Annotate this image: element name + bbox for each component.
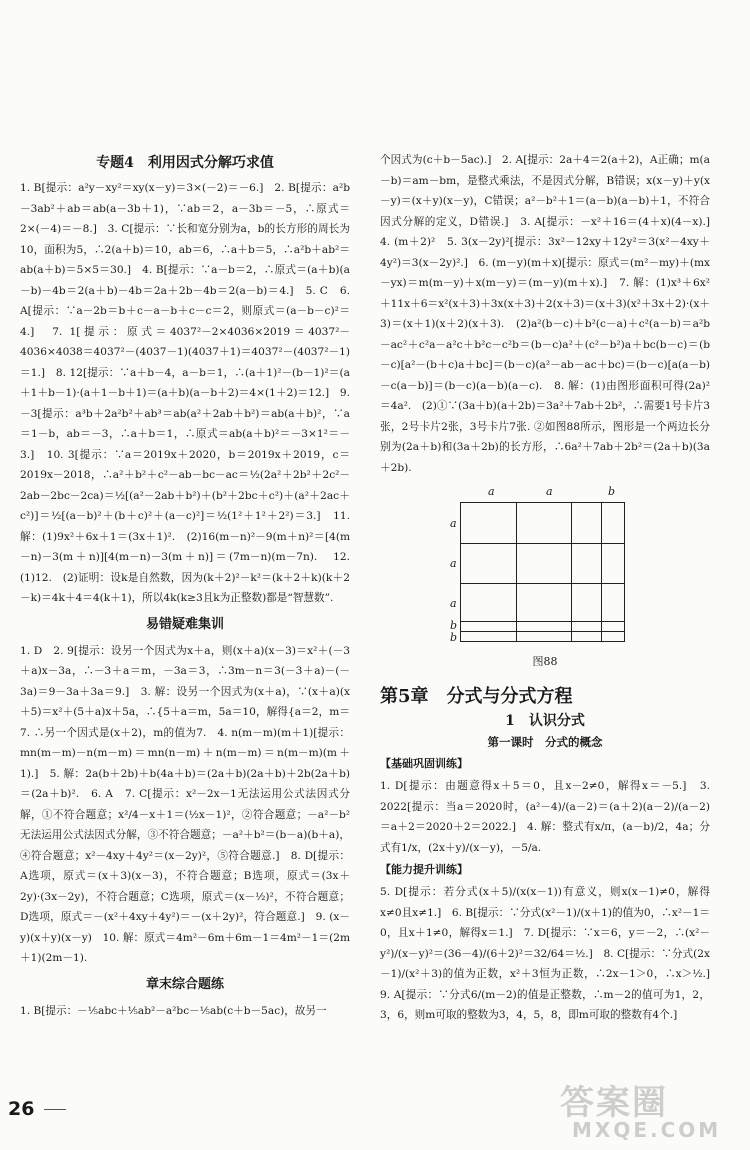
- fig-side-label: a: [450, 517, 457, 530]
- topic-answers: 1. B[提示：a²y－xy²＝xy(x－y)＝3×(－2)＝－6.] 2. B[提示：a²b－3ab²＋ab＝ab(a－3b＋1)，∵ab＝2，a－3b＝－5，∴原式＝2×(－4)＝－8.] 3. C[提示：∵长和宽分别为a，b的长方形的周长为10，面积为5，∴2(a＋b)＝10，ab＝6，∴a＋b＝5，∴a²b＋ab²＝ab(a＋b)＝5×5＝30.] 4. B[提示：∵a－b＝2，∴原式＝(a＋b)(a－b)－4b＝2(a＋b)－4b＝2a＋2b－4b＝2(a－b)＝4.] 5. C 6. A[提示：∵a－2b＝b＋c－a－b＋c－c＝2，则原式＝(a－b－c)²＝4.] 7. 1[提示：原式＝4037²－2×4036×2019＝4037²－4036×4038＝4037²－(4037－1)(4037＋1)＝4037²－(4037²－1)＝1.] 8. 12[提示：∵a＋b－4，a－b＝1，∴(a＋1)²－(b－1)²＝(a＋1＋b－1)·(a＋1－b＋1)＝(a＋b)(a－b＋2)＝4×(1＋2)＝12.] 9. －3[提示：a³b＋2a²b²＋ab³＝ab(a²＋2ab＋b²)＝ab(a＋b)²，∵a＝1－b，ab＝－3，∴a＋b＝1，∴原式＝ab(a＋b)²＝－3×1²＝－3.] 10. 3[提示：∵a＝2019x＋2020，b＝2019x＋2019，c＝2019x－2018，∴a²＋b²＋c²－ab－bc－ac＝½(2a²＋2b²＋2c²－2ab－2bc－2ca)＝½[(a²－2ab＋b²)＋(b²＋2bc＋c²)＋(a²＋2ac＋c²)]＝½[(a－b)²＋(b＋c)²＋(a－c)²]＝½(1²＋1²＋2²)＝3.] 11. 解：(1)9x²＋6x＋1＝(3x＋1)². (2)16(m－n)²－9(m＋n)²＝[4(m－n)－3(m＋n)][4(m－n)－3(m＋n)]＝(7m－n)(m－7n). 12. (1)12. (2)证明：设k是自然数，因为(k＋2)²－k²＝(k＋2＋k)(k＋2－k)＝4k＋4＝4(k＋1)，所以4k(k≥3且k为正整数)都是“智慧数”.: [20, 182, 350, 604]
- grid-line: [461, 621, 624, 622]
- watermark-url: MXQE.COM: [572, 1118, 722, 1142]
- fig-top-label: a: [488, 485, 495, 498]
- review-answers: 1. B[提示：－⅕abc＋⅕ab²－a²bc－⅕ab(c＋b－5ac)，故另一: [20, 1004, 327, 1017]
- topic-heading: 专题4 利用因式分解巧求值: [96, 155, 274, 171]
- figure-88: [380, 484, 710, 676]
- fig-top-label: a: [546, 485, 553, 498]
- fig-side-label: b: [450, 619, 458, 632]
- page-number-rule: [44, 1109, 66, 1110]
- right-column: [380, 150, 721, 1026]
- page-number: 26: [8, 1098, 35, 1120]
- grid-line: [461, 631, 624, 632]
- basic-training-tag: 【基础巩固训练】: [380, 757, 468, 770]
- fig-side-label: a: [450, 597, 457, 610]
- section-heading-errors: 易错疑难集训: [145, 616, 224, 632]
- fig-side-label: a: [450, 557, 457, 570]
- errors-answers: 1. D 2. 9[提示：设另一个因式为x＋a，则(x＋a)(x－3)＝x²＋(－3＋a)x－3a，∴－3＋a＝m，－3a＝3，∴3m－n＝3(－3＋a)－(－3a)＝9－3a＋3a＝9.] 3. 解：设另一个因式为(x＋a)，∵(x＋a)(x＋5)＝x²＋(5＋a)x＋5a，∴{5＋a＝m，5a＝10，解得{a＝2，m＝7. ∴另一个因式是(x＋2)，m的值为7. 4. n(m－m)(m＋1)[提示：mn(m－m)－n(m－m)＝mn(n－m)＋n(m－m)＝n(m－m)(m＋1).] 5. 解：2a(b＋2b)＋b(4a＋b)＝(2a＋b)(2a＋b)＋2b(2a＋b)＝(2a＋b)². 6. A 7. C[提示：x²－2x－1无法运用公式法因式分解，①不符合题意；x²/4－x＋1＝(½x－1)²，②符合题意；－a²－b²无法运用公式法因式分解，③不符合题意；－a²＋b²＝(b－a)(b＋a)，④符合题意；x²－4xy＋4y²＝(x－2y)²，⑤符合题意.] 8. D[提示：A选项，原式＝(x＋3)(x－3)，不符合题意；B选项，原式＝(3x＋2y)·(3x－2y)，不符合题意；C选项，原式＝(x－½)²，不符合题意；D选项，原式＝－(x²＋4xy＋4y²)＝－(x＋2y)²，符合题意.] 9. (x－y)(x＋y)(x－y) 10. 解：原式＝4m²－6m＋6m－1＝4m²－1＝(2m＋1)(2m－1).: [20, 644, 350, 964]
- review-answers-continued: 个因式为(c＋b－5ac).] 2. A[提示：2a＋4＝2(a＋2)，A正确；m(a－b)＝am－bm，是整式乘法，不是因式分解，B错误；x(x－y)＋y(x－y)＝(x＋y)(x－y)，C错误；a²－b²＋1＝(a－b)(a－b)＋1，不符合因式分解的定义，D错误.] 3. A[提示：－x²＋16＝(4＋x)(4－x).] 4. (m＋2)² 5. 3(x－2y)²[提示：3x²－12xy＋12y²＝3(x²－4xy＋4y²)＝3(x－2y)².] 6. (m－y)(m＋x)[提示：原式＝(m²－my)＋(mx－yx)＝m(m－y)＋x(m－y)＝(m－y)(m＋x).] 7. 解：(1)x³＋6x²＋11x＋6＝x²(x＋3)＋3x(x＋3)＋2(x＋3)＝(x＋3)(x²＋3x＋2)·(x＋3)＝(x＋1)(x＋2)(x＋3). (2)a²(b－c)＋b²(c－a)＋c²(a－b)＝a²b－ac²＋c²a－a²c＋b²c－c²b＝(b－c)a²＋(c²－b²)a＋bc(b－c)＝(b－c)[a²－(b＋c)a＋bc]＝(b－c)(a²－ab－ac＋bc)＝(b－c)[a(a－b)－c(a－b)]＝(b－c)(a－b)(a－c). 8. 解：(1)由图形面积可得(2a)²＝4a². (2)①∵(3a＋b)(a＋2b)＝3a²＋7ab＋2b²，∴需要1号卡片3张，2号卡片2张，3号卡片7张. ②如图88所示，图形是一个两边长分别为(2a＋b)和(3a＋2b)的长方形，∴6a²＋7ab＋2b²＝(2a＋b)(3a＋2b).: [380, 154, 721, 474]
- section-heading-review: 章末综合题练: [145, 976, 224, 992]
- class-title: 第一课时 分式的概念: [487, 735, 603, 749]
- fig-top-label: b: [608, 485, 616, 498]
- basic-training-answers: 1. D[提示：由题意得x＋5＝0，且x－2≠0，解得x＝－5.] 3. 2022[提示：当a＝2020时，(a²－4)/(a－2)＝(a＋2)(a－2)/(a－2)＝a＋2＝2020＋2＝2022.] 4. 解：整式有x/π，(a－b)/2，4a；分式有1/x，(2x＋y)/(x－y)，－5/a.: [380, 780, 710, 854]
- figure-caption: 图88: [532, 655, 558, 668]
- left-column: [20, 150, 350, 1021]
- watermark-logo: 答案圈: [560, 1083, 668, 1123]
- lesson-title: 1 认识分式: [505, 713, 585, 729]
- fig-side-label: b: [450, 631, 458, 644]
- grid-line: [461, 543, 624, 544]
- grid-line: [461, 583, 624, 584]
- advanced-training-answers: 5. D[提示：若分式(x＋5)/(x(x－1))有意义，则x(x－1)≠0，解得x≠0且x≠1.] 6. B[提示：∵分式(x²－1)/(x＋1)的值为0，∴x²－1＝0，且x＋1≠0，解得x＝1.] 7. D[提示：∵x＝6，y＝－2，∴(x²－y²)/(x－y)²＝(36－4)/(6＋2)²＝32/64＝½.] 8. C[提示：∵分式(2x－1)/(x²＋3)的值为正数，x²＋3恒为正数，∴2x－1＞0，∴x＞½.] 9. A[提示：∵分式6/(m－2)的值是正整数，∴m－2的值可为1，2，3，6，则m可取的整数为3，4，5，8，即m可取的整数有4个.]: [380, 886, 721, 1021]
- advanced-training-tag: 【能力提升训练】: [380, 863, 468, 876]
- figure-rectangle: [460, 502, 625, 642]
- chapter-title: 第5章 分式与分式方程: [380, 686, 573, 707]
